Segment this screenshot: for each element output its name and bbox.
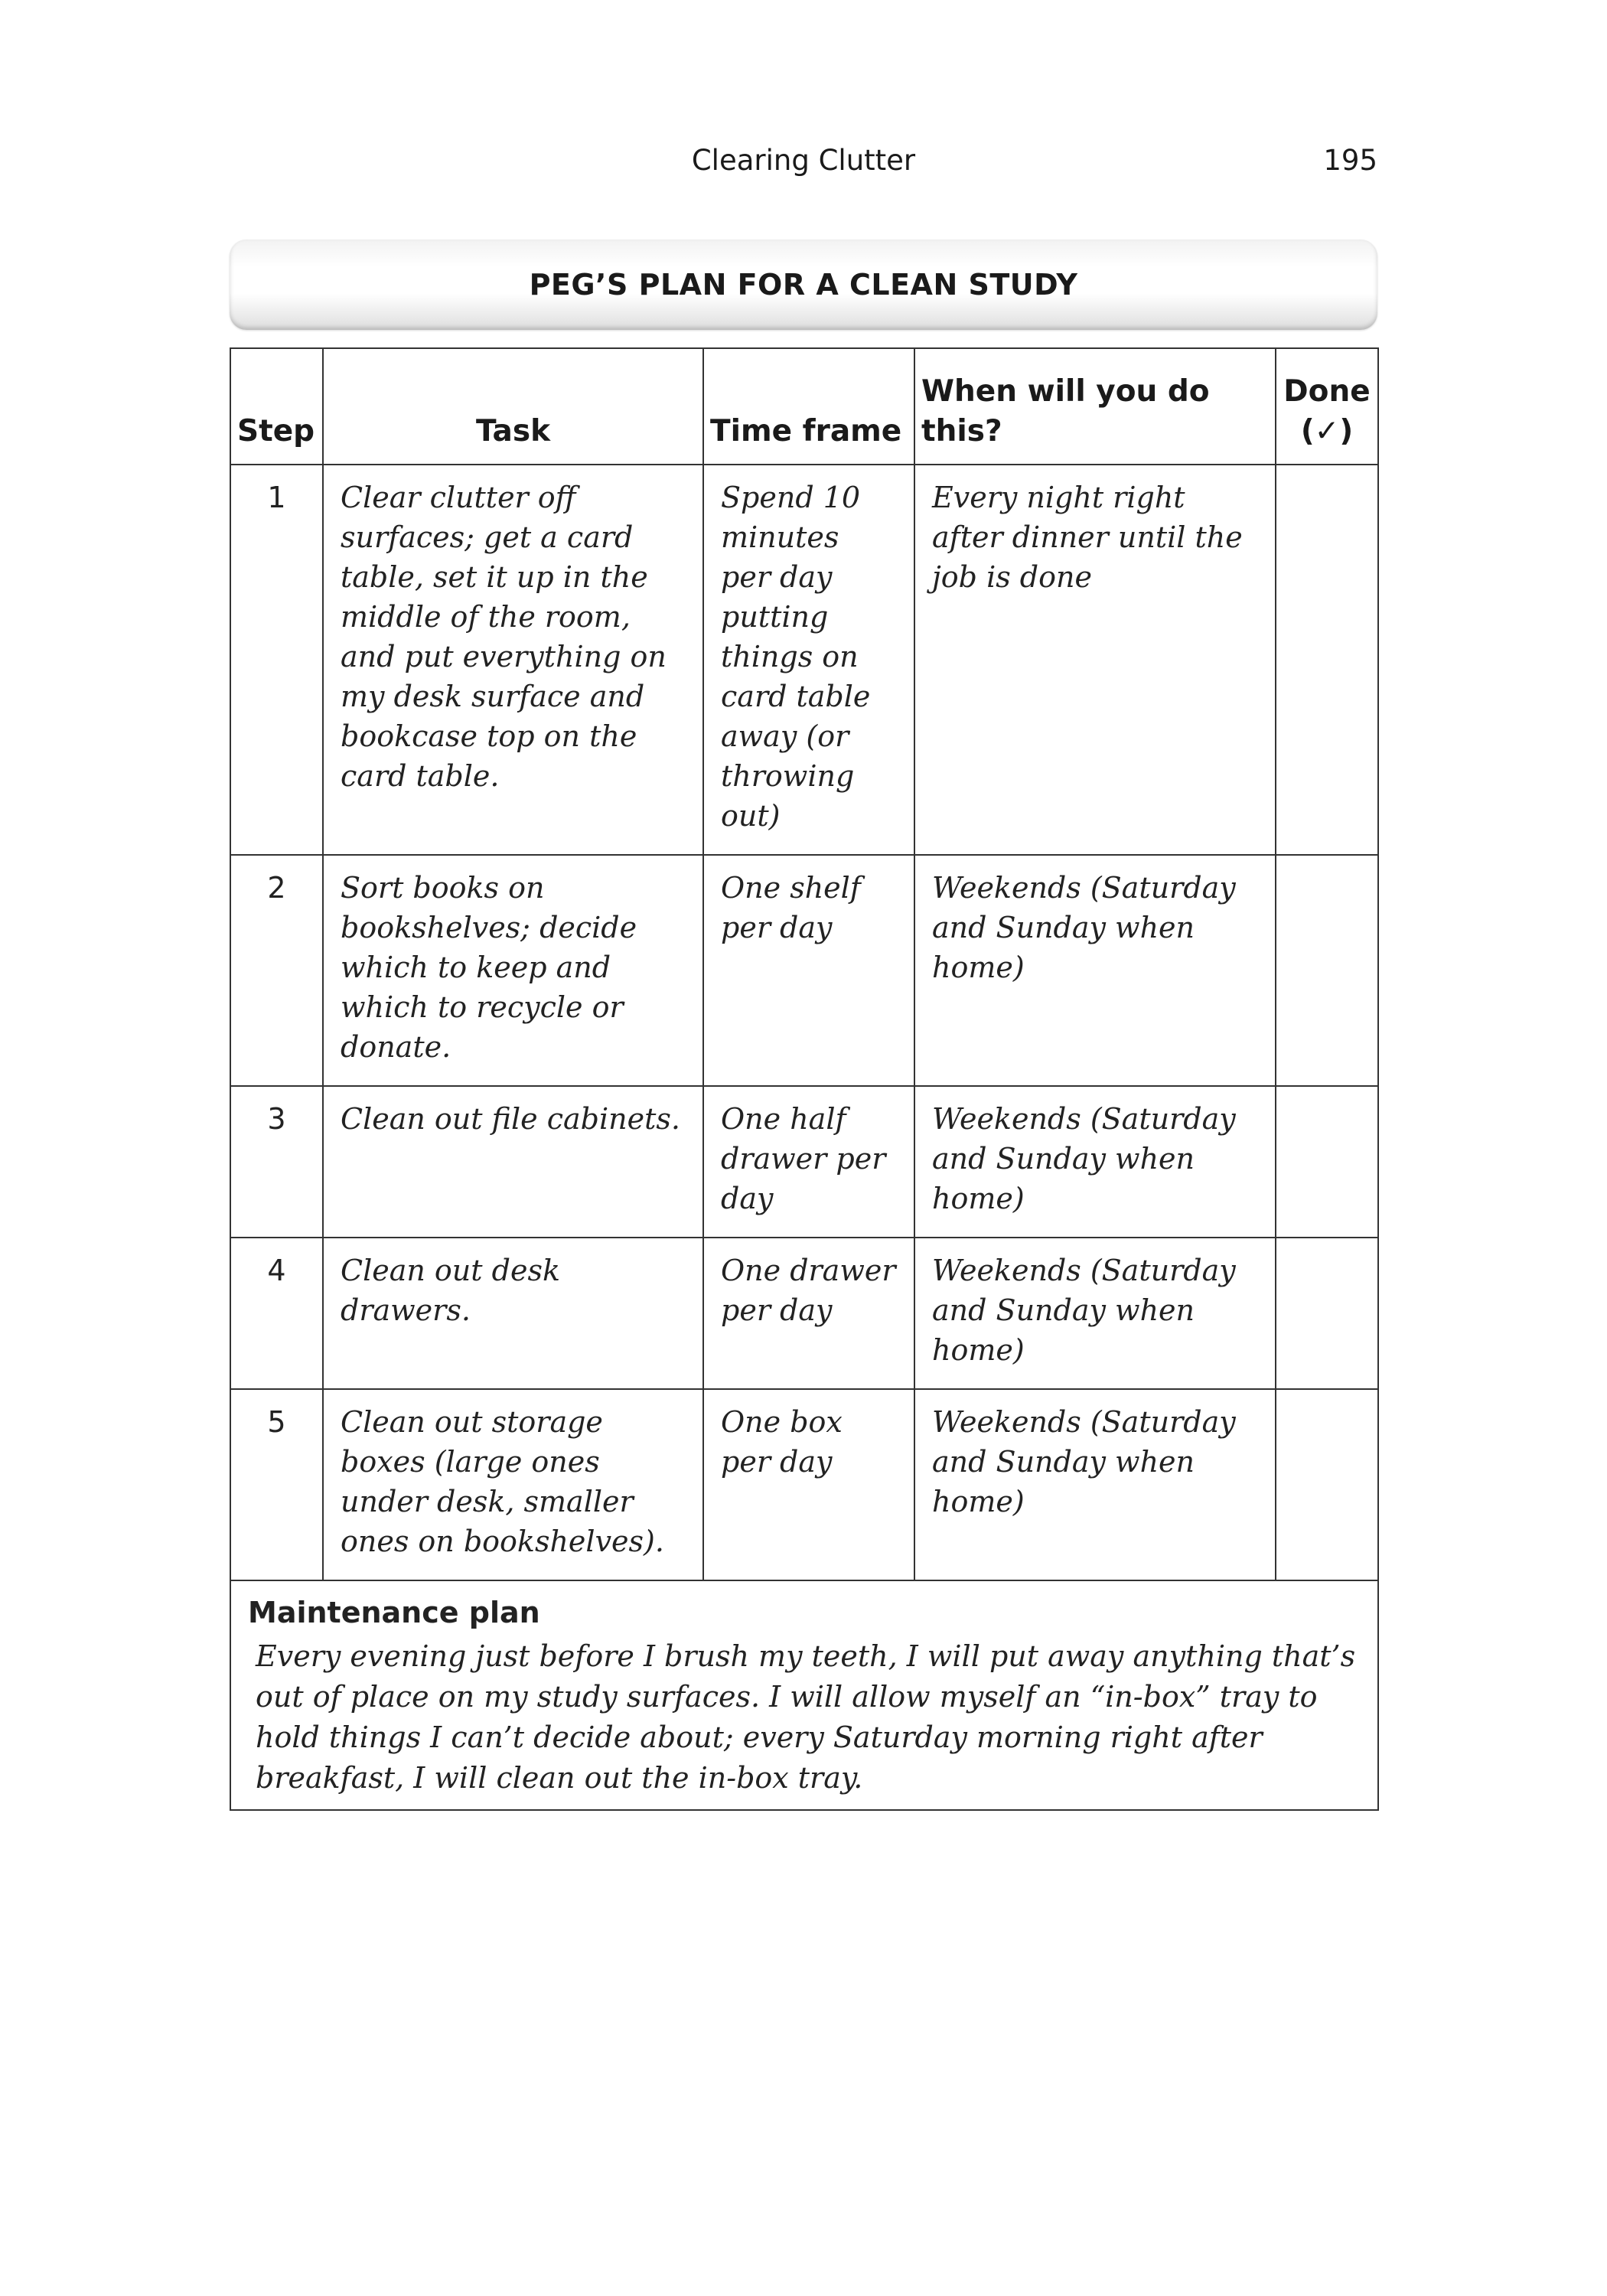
maintenance-cell — [230, 1580, 1378, 1810]
step-number: 3 — [230, 1086, 323, 1238]
step-number: 2 — [230, 855, 323, 1086]
time-frame-cell: One box per day — [703, 1389, 914, 1580]
header-done-label: Done — [1283, 374, 1371, 409]
page-number: 195 — [1323, 144, 1377, 177]
maintenance-row — [230, 1580, 1378, 1810]
when-cell: Weekends (Saturday and Sunday when home) — [914, 855, 1276, 1086]
header-step: Step — [230, 348, 323, 465]
done-cell — [1276, 1086, 1378, 1238]
time-frame-cell: Spend 10 minutes per day putting things on card table away (or throwing out) — [703, 465, 914, 855]
done-cell — [1276, 1238, 1378, 1389]
running-head — [230, 138, 1377, 184]
task-cell: Sort books on bookshelves; decide which to keep and which to recycle or donate. — [323, 855, 703, 1086]
done-cell — [1276, 465, 1378, 855]
time-frame-cell: One drawer per day — [703, 1238, 914, 1389]
done-cell — [1276, 855, 1378, 1086]
task-cell: Clean out desk drawers. — [323, 1238, 703, 1389]
header-task: Task — [323, 348, 703, 465]
header-done — [1276, 348, 1378, 465]
done-cell — [1276, 1389, 1378, 1580]
step-number: 4 — [230, 1238, 323, 1389]
table-row — [230, 465, 1378, 855]
table-header-row — [230, 348, 1378, 465]
plan-title-banner — [230, 240, 1377, 330]
when-cell: Weekends (Saturday and Sunday when home) — [914, 1238, 1276, 1389]
maintenance-heading: Maintenance plan — [248, 1596, 540, 1629]
table-row — [230, 1238, 1378, 1389]
when-cell: Weekends (Saturday and Sunday when home) — [914, 1389, 1276, 1580]
when-cell: Every night right after dinner until the job is done — [914, 465, 1276, 855]
step-number: 1 — [230, 465, 323, 855]
running-title: Clearing Clutter — [691, 144, 916, 177]
maintenance-text: Every evening just before I brush my teeth, I will put away anything that’s out of place on my study surfaces. I will allow myself an “in-box” tray to hold things I can’t decide about; every Saturday morning right after breakfast, I will clean out the in-box tray. — [256, 1639, 1356, 1795]
task-cell: Clean out storage boxes (large ones under desk, smaller ones on bookshelves). — [323, 1389, 703, 1580]
time-frame-cell: One half drawer per day — [703, 1086, 914, 1238]
plan-table — [230, 347, 1379, 1811]
task-cell: Clear clutter off surfaces; get a card table, set it up in the middle of the room, and put everything on my desk surface and bookcase top on the card table. — [323, 465, 703, 855]
table-row — [230, 855, 1378, 1086]
when-cell: Weekends (Saturday and Sunday when home) — [914, 1086, 1276, 1238]
table-row — [230, 1086, 1378, 1238]
header-time-frame: Time frame — [703, 348, 914, 465]
time-frame-cell: One shelf per day — [703, 855, 914, 1086]
table-row — [230, 1389, 1378, 1580]
header-when: When will you do this? — [914, 348, 1276, 465]
plan-title: PEG’S PLAN FOR A CLEAN STUDY — [529, 268, 1078, 302]
header-done-check: (✓) — [1300, 414, 1354, 448]
task-cell: Clean out file cabinets. — [323, 1086, 703, 1238]
step-number: 5 — [230, 1389, 323, 1580]
